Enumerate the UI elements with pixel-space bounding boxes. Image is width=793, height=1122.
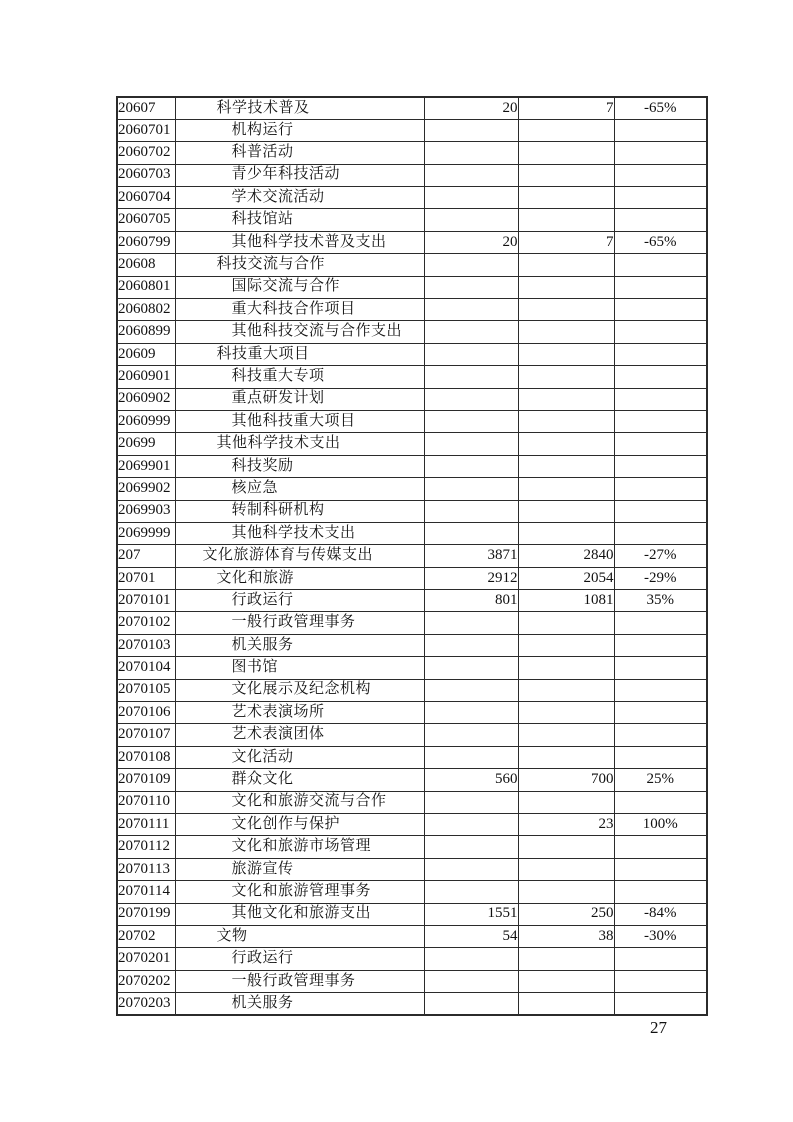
- amount-1-cell: [424, 119, 518, 141]
- change-percent-cell: [614, 881, 707, 903]
- amount-2-cell: [518, 254, 614, 276]
- category-name-cell: 核应急: [175, 478, 424, 500]
- table-row: [117, 724, 707, 746]
- table-row: [117, 925, 707, 947]
- category-name-cell: 科学技术普及: [175, 97, 424, 119]
- amount-2-cell: 2840: [518, 545, 614, 567]
- amount-1-cell: [424, 881, 518, 903]
- amount-2-cell: [518, 410, 614, 432]
- change-percent-cell: [614, 746, 707, 768]
- table-row: [117, 254, 707, 276]
- change-percent-cell: [614, 254, 707, 276]
- amount-2-cell: [518, 276, 614, 298]
- amount-1-cell: [424, 522, 518, 544]
- category-name-cell: 科技重大专项: [175, 366, 424, 388]
- category-name-cell: 文化和旅游管理事务: [175, 881, 424, 903]
- code-cell: 2060899: [117, 321, 175, 343]
- category-name-cell: 转制科研机构: [175, 500, 424, 522]
- amount-1-cell: [424, 791, 518, 813]
- table-row: [117, 164, 707, 186]
- category-name-cell: 其他科技重大项目: [175, 410, 424, 432]
- table-row: [117, 590, 707, 612]
- code-cell: 2069903: [117, 500, 175, 522]
- amount-2-cell: 250: [518, 903, 614, 925]
- change-percent-cell: [614, 343, 707, 365]
- code-cell: 2060703: [117, 164, 175, 186]
- category-name-cell: 文物: [175, 925, 424, 947]
- change-percent-cell: [614, 702, 707, 724]
- amount-1-cell: 54: [424, 925, 518, 947]
- amount-2-cell: [518, 366, 614, 388]
- table-row: [117, 634, 707, 656]
- amount-2-cell: [518, 500, 614, 522]
- code-cell: 2070107: [117, 724, 175, 746]
- category-name-cell: 旅游宣传: [175, 858, 424, 880]
- code-cell: 2070102: [117, 612, 175, 634]
- code-cell: 20609: [117, 343, 175, 365]
- amount-1-cell: 801: [424, 590, 518, 612]
- change-percent-cell: [614, 970, 707, 992]
- category-name-cell: 一般行政管理事务: [175, 970, 424, 992]
- amount-1-cell: [424, 746, 518, 768]
- category-name-cell: 机关服务: [175, 993, 424, 1015]
- amount-2-cell: 7: [518, 231, 614, 253]
- amount-1-cell: [424, 254, 518, 276]
- code-cell: 2070108: [117, 746, 175, 768]
- amount-1-cell: 2912: [424, 567, 518, 589]
- budget-table-body: [117, 97, 707, 1015]
- amount-2-cell: [518, 791, 614, 813]
- amount-2-cell: [518, 634, 614, 656]
- amount-1-cell: [424, 612, 518, 634]
- code-cell: 2060799: [117, 231, 175, 253]
- category-name-cell: 群众文化: [175, 769, 424, 791]
- code-cell: 2060705: [117, 209, 175, 231]
- table-row: [117, 612, 707, 634]
- change-percent-cell: 100%: [614, 814, 707, 836]
- amount-1-cell: [424, 702, 518, 724]
- amount-2-cell: 38: [518, 925, 614, 947]
- amount-2-cell: [518, 702, 614, 724]
- amount-1-cell: [424, 142, 518, 164]
- category-name-cell: 科技馆站: [175, 209, 424, 231]
- table-row: [117, 791, 707, 813]
- category-name-cell: 重点研发计划: [175, 388, 424, 410]
- change-percent-cell: -27%: [614, 545, 707, 567]
- change-percent-cell: [614, 657, 707, 679]
- category-name-cell: 科普活动: [175, 142, 424, 164]
- amount-1-cell: [424, 970, 518, 992]
- category-name-cell: 文化和旅游: [175, 567, 424, 589]
- category-name-cell: 其他科学技术支出: [175, 522, 424, 544]
- change-percent-cell: [614, 500, 707, 522]
- table-row: [117, 366, 707, 388]
- change-percent-cell: [614, 948, 707, 970]
- change-percent-cell: [614, 478, 707, 500]
- category-name-cell: 文化展示及纪念机构: [175, 679, 424, 701]
- amount-2-cell: [518, 858, 614, 880]
- category-name-cell: 行政运行: [175, 948, 424, 970]
- code-cell: 2069999: [117, 522, 175, 544]
- amount-2-cell: 7: [518, 97, 614, 119]
- change-percent-cell: [614, 209, 707, 231]
- table-row: [117, 881, 707, 903]
- amount-2-cell: 700: [518, 769, 614, 791]
- code-cell: 2060901: [117, 366, 175, 388]
- change-percent-cell: -65%: [614, 231, 707, 253]
- amount-1-cell: [424, 993, 518, 1015]
- code-cell: 20699: [117, 433, 175, 455]
- amount-1-cell: [424, 724, 518, 746]
- table-row: [117, 478, 707, 500]
- table-row: [117, 814, 707, 836]
- amount-2-cell: [518, 299, 614, 321]
- table-row: [117, 97, 707, 119]
- category-name-cell: 其他科学技术支出: [175, 433, 424, 455]
- table-row: [117, 343, 707, 365]
- amount-2-cell: 2054: [518, 567, 614, 589]
- amount-2-cell: [518, 142, 614, 164]
- amount-2-cell: [518, 187, 614, 209]
- category-name-cell: 机构运行: [175, 119, 424, 141]
- change-percent-cell: 35%: [614, 590, 707, 612]
- change-percent-cell: [614, 724, 707, 746]
- table-row: [117, 299, 707, 321]
- table-row: [117, 657, 707, 679]
- table-row: [117, 948, 707, 970]
- table-row: [117, 142, 707, 164]
- category-name-cell: 文化创作与保护: [175, 814, 424, 836]
- table-row: [117, 410, 707, 432]
- category-name-cell: 科技交流与合作: [175, 254, 424, 276]
- amount-1-cell: [424, 164, 518, 186]
- amount-1-cell: [424, 948, 518, 970]
- category-name-cell: 机关服务: [175, 634, 424, 656]
- change-percent-cell: [614, 276, 707, 298]
- change-percent-cell: [614, 321, 707, 343]
- code-cell: 2070103: [117, 634, 175, 656]
- table-row: [117, 455, 707, 477]
- change-percent-cell: [614, 679, 707, 701]
- code-cell: 2070113: [117, 858, 175, 880]
- code-cell: 2070105: [117, 679, 175, 701]
- table-row: [117, 522, 707, 544]
- category-name-cell: 重大科技合作项目: [175, 299, 424, 321]
- code-cell: 2060704: [117, 187, 175, 209]
- code-cell: 2060902: [117, 388, 175, 410]
- code-cell: 207: [117, 545, 175, 567]
- amount-1-cell: 560: [424, 769, 518, 791]
- code-cell: 2060801: [117, 276, 175, 298]
- code-cell: 2069902: [117, 478, 175, 500]
- amount-1-cell: [424, 209, 518, 231]
- code-cell: 2070111: [117, 814, 175, 836]
- amount-2-cell: [518, 209, 614, 231]
- amount-1-cell: [424, 321, 518, 343]
- amount-2-cell: [518, 119, 614, 141]
- table-row: [117, 276, 707, 298]
- amount-2-cell: 23: [518, 814, 614, 836]
- code-cell: 2070101: [117, 590, 175, 612]
- change-percent-cell: [614, 119, 707, 141]
- amount-1-cell: [424, 634, 518, 656]
- amount-1-cell: 20: [424, 97, 518, 119]
- amount-1-cell: [424, 410, 518, 432]
- amount-2-cell: [518, 948, 614, 970]
- change-percent-cell: [614, 858, 707, 880]
- table-row: [117, 679, 707, 701]
- amount-2-cell: [518, 478, 614, 500]
- code-cell: 20608: [117, 254, 175, 276]
- category-name-cell: 科技奖励: [175, 455, 424, 477]
- code-cell: 2070114: [117, 881, 175, 903]
- code-cell: 2070199: [117, 903, 175, 925]
- code-cell: 2070201: [117, 948, 175, 970]
- amount-2-cell: [518, 522, 614, 544]
- amount-1-cell: 1551: [424, 903, 518, 925]
- amount-2-cell: [518, 746, 614, 768]
- category-name-cell: 科技重大项目: [175, 343, 424, 365]
- table-row: [117, 433, 707, 455]
- table-row: [117, 321, 707, 343]
- table-row: [117, 187, 707, 209]
- code-cell: 2060701: [117, 119, 175, 141]
- amount-1-cell: [424, 366, 518, 388]
- table-row: [117, 836, 707, 858]
- change-percent-cell: [614, 299, 707, 321]
- budget-table: [116, 96, 708, 1016]
- amount-1-cell: [424, 500, 518, 522]
- code-cell: 20701: [117, 567, 175, 589]
- category-name-cell: 行政运行: [175, 590, 424, 612]
- change-percent-cell: [614, 836, 707, 858]
- amount-1-cell: [424, 187, 518, 209]
- amount-2-cell: 1081: [518, 590, 614, 612]
- code-cell: 2070106: [117, 702, 175, 724]
- change-percent-cell: [614, 366, 707, 388]
- change-percent-cell: [614, 187, 707, 209]
- amount-1-cell: [424, 836, 518, 858]
- change-percent-cell: [614, 410, 707, 432]
- code-cell: 2060702: [117, 142, 175, 164]
- category-name-cell: 其他文化和旅游支出: [175, 903, 424, 925]
- table-row: [117, 903, 707, 925]
- table-row: [117, 858, 707, 880]
- amount-2-cell: [518, 836, 614, 858]
- amount-1-cell: [424, 388, 518, 410]
- amount-2-cell: [518, 970, 614, 992]
- category-name-cell: 文化和旅游交流与合作: [175, 791, 424, 813]
- amount-2-cell: [518, 679, 614, 701]
- amount-1-cell: [424, 455, 518, 477]
- table-row: [117, 231, 707, 253]
- category-name-cell: 其他科技交流与合作支出: [175, 321, 424, 343]
- table-row: [117, 970, 707, 992]
- amount-1-cell: [424, 478, 518, 500]
- change-percent-cell: [614, 612, 707, 634]
- change-percent-cell: [614, 522, 707, 544]
- table-row: [117, 500, 707, 522]
- amount-2-cell: [518, 455, 614, 477]
- amount-2-cell: [518, 993, 614, 1015]
- change-percent-cell: [614, 164, 707, 186]
- category-name-cell: 一般行政管理事务: [175, 612, 424, 634]
- amount-2-cell: [518, 612, 614, 634]
- page-number: 27: [650, 1018, 667, 1037]
- table-row: [117, 209, 707, 231]
- change-percent-cell: [614, 142, 707, 164]
- code-cell: 20702: [117, 925, 175, 947]
- table-row: [117, 567, 707, 589]
- amount-1-cell: 3871: [424, 545, 518, 567]
- category-name-cell: 文化和旅游市场管理: [175, 836, 424, 858]
- amount-1-cell: 20: [424, 231, 518, 253]
- code-cell: 2070109: [117, 769, 175, 791]
- amount-2-cell: [518, 433, 614, 455]
- amount-1-cell: [424, 858, 518, 880]
- code-cell: 20607: [117, 97, 175, 119]
- category-name-cell: 其他科学技术普及支出: [175, 231, 424, 253]
- code-cell: 2060802: [117, 299, 175, 321]
- change-percent-cell: [614, 433, 707, 455]
- category-name-cell: 青少年科技活动: [175, 164, 424, 186]
- amount-2-cell: [518, 388, 614, 410]
- amount-1-cell: [424, 814, 518, 836]
- amount-1-cell: [424, 343, 518, 365]
- amount-2-cell: [518, 321, 614, 343]
- change-percent-cell: [614, 388, 707, 410]
- amount-2-cell: [518, 343, 614, 365]
- category-name-cell: 文化旅游体育与传媒支出: [175, 545, 424, 567]
- category-name-cell: 艺术表演团体: [175, 724, 424, 746]
- amount-2-cell: [518, 657, 614, 679]
- category-name-cell: 学术交流活动: [175, 187, 424, 209]
- code-cell: 2070104: [117, 657, 175, 679]
- table-row: [117, 769, 707, 791]
- amount-2-cell: [518, 881, 614, 903]
- category-name-cell: 艺术表演场所: [175, 702, 424, 724]
- table-row: [117, 993, 707, 1015]
- change-percent-cell: [614, 634, 707, 656]
- change-percent-cell: 25%: [614, 769, 707, 791]
- code-cell: 2070110: [117, 791, 175, 813]
- amount-1-cell: [424, 679, 518, 701]
- change-percent-cell: -29%: [614, 567, 707, 589]
- table-row: [117, 545, 707, 567]
- change-percent-cell: [614, 993, 707, 1015]
- table-row: [117, 746, 707, 768]
- code-cell: 2070202: [117, 970, 175, 992]
- category-name-cell: 文化活动: [175, 746, 424, 768]
- amount-1-cell: [424, 657, 518, 679]
- code-cell: 2070112: [117, 836, 175, 858]
- change-percent-cell: [614, 455, 707, 477]
- change-percent-cell: -84%: [614, 903, 707, 925]
- code-cell: 2069901: [117, 455, 175, 477]
- amount-1-cell: [424, 299, 518, 321]
- amount-1-cell: [424, 276, 518, 298]
- amount-2-cell: [518, 724, 614, 746]
- table-row: [117, 119, 707, 141]
- change-percent-cell: -65%: [614, 97, 707, 119]
- category-name-cell: 图书馆: [175, 657, 424, 679]
- code-cell: 2060999: [117, 410, 175, 432]
- code-cell: 2070203: [117, 993, 175, 1015]
- amount-1-cell: [424, 433, 518, 455]
- table-row: [117, 388, 707, 410]
- change-percent-cell: -30%: [614, 925, 707, 947]
- change-percent-cell: [614, 791, 707, 813]
- category-name-cell: 国际交流与合作: [175, 276, 424, 298]
- amount-2-cell: [518, 164, 614, 186]
- table-row: [117, 702, 707, 724]
